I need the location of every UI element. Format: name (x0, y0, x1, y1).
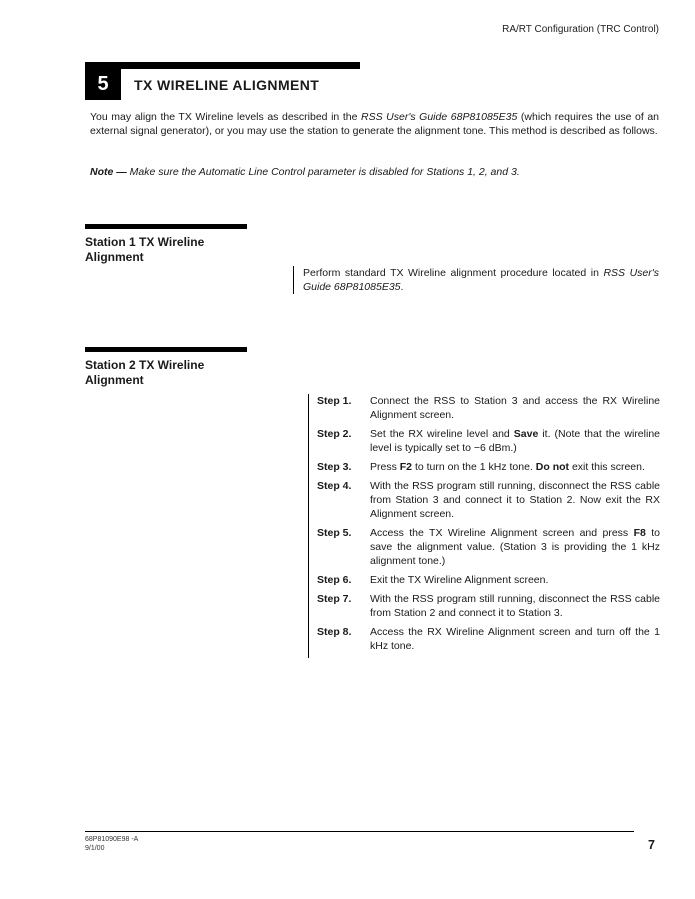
section-bar (85, 347, 247, 352)
step-row (317, 526, 660, 568)
step-row (317, 460, 660, 474)
step-text: Connect the RSS to Station 3 and access the RX Wireline Alignment screen. (370, 395, 660, 421)
section-station2-heading-block (85, 347, 260, 387)
step-text: Exit the TX Wireline Alignment screen. (370, 574, 549, 586)
footer-rule (85, 831, 634, 832)
step-row (317, 394, 660, 422)
step-label: Step 2. (317, 428, 352, 440)
step-row (317, 573, 660, 587)
section-station1-body: Perform standard TX Wireline alignment procedure located in RSS User's Guide 68P81085E35. (293, 266, 659, 294)
step-label: Step 7. (317, 593, 352, 605)
step-row (317, 479, 660, 521)
step-row (317, 592, 660, 620)
step-label: Step 3. (317, 461, 352, 473)
step-text: With the RSS program still running, disconnect the RSS cable from Station 2 and connect it to Station 3. (370, 593, 660, 619)
step-text: Press F2 to turn on the 1 kHz tone. Do not exit this screen. (370, 461, 645, 473)
chapter-top-bar (85, 62, 360, 69)
step-label: Step 8. (317, 626, 352, 638)
section-bar (85, 224, 247, 229)
steps-list (308, 394, 660, 658)
step-text: Access the RX Wireline Alignment screen and turn off the 1 kHz tone. (370, 626, 660, 652)
chapter-header (85, 62, 360, 100)
running-header: RA/RT Configuration (TRC Control) (502, 24, 659, 35)
section-heading-station1: Station 1 TX Wireline Alignment (85, 235, 205, 264)
page-number: 7 (648, 838, 655, 852)
note-paragraph: Note — Make sure the Automatic Line Control parameter is disabled for Stations 1, 2, and 3. (90, 166, 520, 178)
footer-doc-id: 68P81090E98 -A (85, 836, 139, 843)
step-text: With the RSS program still running, disconnect the RSS cable from Station 3 and connect it to Station 2. Now exit the RX Alignment screen. (370, 480, 660, 520)
footer-doc-number (85, 836, 138, 853)
step-row (317, 427, 660, 455)
step-text: Set the RX wireline level and Save it. (Note that the wireline level is typically set to −6 dBm.) (370, 428, 660, 454)
chapter-number: 5 (85, 69, 121, 100)
step-text: Access the TX Wireline Alignment screen and press F8 to save the alignment value. (Station 3 is providing the 1 kHz alignment tone.) (370, 527, 660, 567)
section-heading-station2: Station 2 TX Wireline Alignment (85, 358, 205, 387)
step-label: Step 4. (317, 480, 352, 492)
step-label: Step 5. (317, 527, 352, 539)
chapter-row (85, 69, 360, 100)
step-label: Step 1. (317, 395, 352, 407)
intro-paragraph: You may align the TX Wireline levels as described in the RSS User's Guide 68P81085E35 (which requires the use of an external signal generator), or you may use the station to generate the alignment tone. This method is described as follows. (90, 111, 659, 137)
chapter-title: TX WIRELINE ALIGNMENT (134, 76, 320, 93)
step-label: Step 6. (317, 574, 352, 586)
section-station1-heading-block (85, 224, 260, 264)
footer-doc-date: 9/1/00 (85, 844, 105, 852)
step-row (317, 625, 660, 653)
